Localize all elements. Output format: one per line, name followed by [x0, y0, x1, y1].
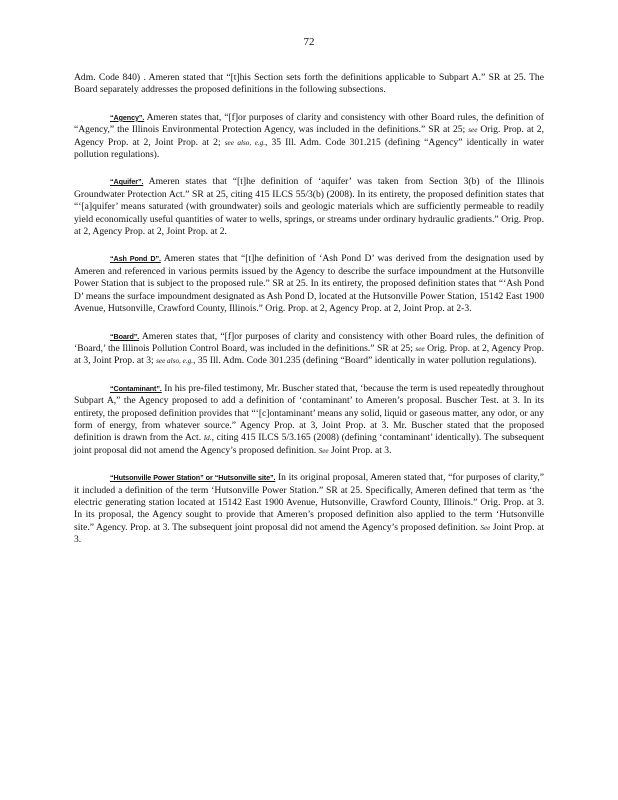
paragraph-text: In its original proposal, Ameren stated that, “for purposes of clarity,” it included a definition of the term ‘Hutsonville Power Station.” SR at 25. Specifically, Ameren defined that term as ‘the electric generating station located at 15142 East 1900 Avenue, Hutsonville, Crawford County, Illinois.” Orig. Prop. at 3. In its proposal, the Agency sought to provide that Ameren’s proposed definition also applied to the term ‘Hutsonville site.” Agency. Prop. at 3. The subsequent joint proposal did not amend the Agency’s proposed definition.: [74, 472, 544, 533]
citation-signal: see: [415, 344, 425, 353]
paragraph-text: Joint Prop. at 3.: [74, 521, 544, 546]
citation-signal: see also, e.g.: [224, 138, 265, 147]
paragraph-aquifer-definition: [74, 176, 544, 238]
paragraph-text: In his pre-filed testimony, Mr. Buscher stated that, ‘because the term is used repeatedly throughout Subpart A,” the Agency proposed to add a definition of ‘contaminant’ to Ameren’s proposal. Buscher Test. at 3. In its entirety, the proposed definition provides that “‘[c]ontaminant’ means any solid, liquid or gaseous matter, any odor, or any form of energy, from whatever source.” Agency Prop. at 3, Joint Prop. at 3. Mr. Buscher stated that the proposed definition is drawn from the Act.: [74, 382, 544, 444]
defined-term: “Board”.: [110, 331, 140, 341]
paragraph-text: , citing 415 ILCS 5/3.165 (2008) (defining ‘contaminant’ identically). The subsequent joint proposal did not amend the Agency’s proposed definition.: [74, 432, 544, 456]
defined-term: “Agency”.: [110, 112, 145, 122]
citation-signal: see also, e.g.: [156, 357, 194, 366]
paragraph-text: Joint Prop. at 3.: [328, 444, 392, 456]
page-content: [74, 72, 544, 562]
paragraph-text: Ameren states that, “[f]or purposes of clarity and consistency with other Board rules, the definition of ‘Board,’ the Illinois Pollution Control Board, was included in the definitions.” SR at 25;: [74, 330, 544, 354]
paragraph-agency-definition: [74, 112, 544, 162]
paragraph-hutsonville-definition: [74, 472, 544, 546]
citation-signal: See: [318, 446, 329, 455]
paragraph-text: Orig. Prop. at 2, Agency Prop. at 2, Joint Prop. at 2;: [74, 124, 544, 148]
paragraph-intro: [74, 72, 544, 97]
paragraph-text: , 35 Ill. Adm. Code 301.215 (defining “Agency” identically in water pollution regulations).: [74, 136, 544, 161]
citation-signal: See: [480, 523, 491, 532]
paragraph-text: , 35 Ill. Adm. Code 301.235 (defining “Board” identically in water pollution regulations).: [193, 355, 537, 367]
paragraph-text: Ameren states that, “[f]or purposes of clarity and consistency with other Board rules, the definition of “Agency,” the Illinois Environmental Protection Agency, was included in the definitions.” SR at 25;: [74, 111, 544, 136]
paragraph-text: Adm. Code 840) . Ameren stated that “[t]his Section sets forth the definitions applicable to Subpart A.” SR at 25. The Board separately addresses the proposed definitions in the following subsections.: [74, 72, 544, 96]
defined-term: “Contaminant”.: [110, 383, 162, 393]
citation-signal: see: [468, 126, 478, 135]
page-number: 72: [303, 36, 315, 48]
defined-term: “Hutsonville Power Station” or “Hutsonville site”.: [110, 473, 276, 483]
paragraph-text: Ameren states that “[t]he definition of ‘Ash Pond D’ was derived from the designation used by Ameren and referenced in various permits issued by the Agency to describe the surface impoundment at the Hutsonville Power Station that is subject to the proposed rule.” SR at 25. In its entirety, the proposed definition states that “‘Ash Pond D’ means the surface impoundment designated as Ash Pond D, located at the Hutsonville Power Station, 15142 East 1900 Avenue, Hutsonville, Crawford County, Illinois.” Orig. Prop. at 2, Agency Prop. at 2, Joint Prop. at 2-3.: [74, 253, 544, 315]
paragraph-text: Ameren states that “[t]he definition of ‘aquifer’ was taken from Section 3(b) of the Illinois Groundwater Protection Act.” SR at 25, citing 415 ILCS 55/3(b) (2008). In its entirety, the proposed definition states that “‘[a]quifer’ means saturated (with groundwater) soils and geologic materials which are sufficiently permeable to readily yield economically useful quantities of water to wells, springs, or streams under ordinary hydraulic gradients.” Orig. Prop. at 2, Agency Prop. at 2, Joint Prop. at 2.: [74, 176, 544, 238]
paragraph-contaminant-definition: [74, 383, 544, 457]
defined-term: “Ash Pond D”.: [110, 254, 161, 264]
paragraph-ash-pond-d-definition: [74, 253, 544, 315]
defined-term: “Aquifer”.: [110, 177, 144, 187]
paragraph-board-definition: [74, 331, 544, 368]
paragraph-text: Orig. Prop. at 2, Agency Prop. at 3, Joint Prop. at 3;: [74, 342, 544, 367]
citation-signal: Id.: [203, 434, 212, 443]
